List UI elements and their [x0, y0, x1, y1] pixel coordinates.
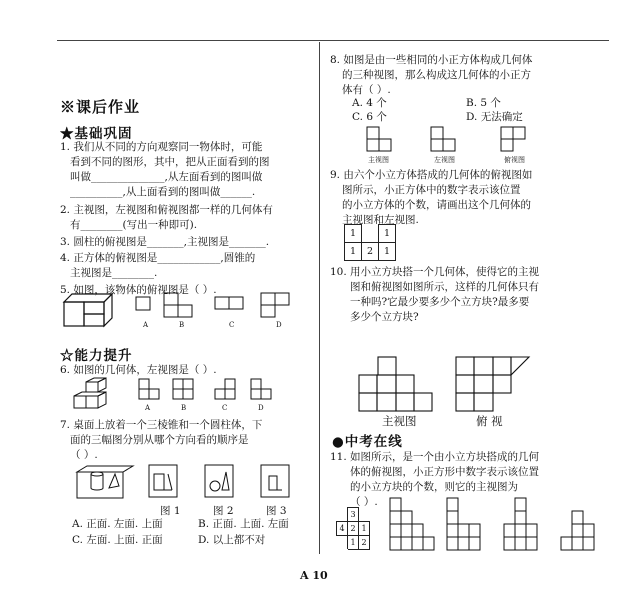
q11-line4: （ ）. — [350, 496, 378, 508]
q11-cell — [337, 536, 348, 550]
q1-line3: 叫做______________,从左面看到的图叫做 — [70, 171, 263, 183]
q7-fig1-label: 图 1 — [160, 505, 181, 517]
q11-cell: 1 — [359, 522, 370, 536]
q6-label-b: B — [181, 404, 187, 412]
q5-option-d — [260, 292, 296, 320]
basic-title: ★基础巩固 — [60, 126, 133, 142]
q8-front-view — [366, 126, 400, 156]
q5-label-a: A — [143, 321, 149, 329]
q9-cell: 1 — [345, 243, 362, 261]
q11-cell: 2 — [359, 536, 370, 550]
q10-top-view — [455, 356, 535, 414]
q8-option-a: A. 4 个 — [352, 97, 387, 109]
q11-option-a — [389, 497, 439, 553]
q9-cell: 1 — [345, 225, 362, 243]
q9-cell: 2 — [362, 243, 379, 261]
q7-option-b: B. 正面. 上面. 左面 — [198, 518, 289, 530]
q11-cell — [337, 508, 348, 522]
q6-option-a — [138, 378, 162, 402]
q5-label-d: D — [276, 321, 282, 329]
column-divider — [319, 42, 320, 554]
q8-left-view — [430, 126, 464, 156]
q11-top-view-grid — [336, 507, 370, 550]
q11-cell: 3 — [348, 508, 359, 522]
q7-table-figure — [75, 464, 135, 500]
q9-top-view-grid — [344, 224, 396, 261]
exam-title: ●中考在线 — [332, 434, 403, 450]
q10-front-label: 主视图 — [382, 414, 417, 428]
q11-line3: 的小立方块的个数，则它的主视图为 — [350, 481, 518, 493]
q7-line3: （ ）. — [70, 449, 98, 461]
q7-option-a: A. 正面. 左面. 上面 — [72, 518, 163, 530]
q7-fig3 — [260, 464, 292, 500]
q10-line2: 图和俯视图如图所示，这样的几何体只有 — [350, 281, 539, 293]
ability-title: ☆能力提升 — [60, 348, 133, 364]
q9-line1: 9. 由六个小立方体搭成的几何体的俯视图如 — [330, 169, 533, 181]
q7-fig2-label: 图 2 — [213, 505, 234, 517]
q1-line2: 看到不同的图形，其中，把从正面看到的图 — [70, 156, 270, 168]
q6-label-d: D — [258, 404, 264, 412]
q7-line2: 面的三幅图分别从哪个方向看的顺序是 — [70, 434, 249, 446]
q11-cell: 4 — [337, 522, 348, 536]
q9-cell: 1 — [379, 243, 396, 261]
q1-line4: __________,从上面看到的图叫做______. — [70, 186, 256, 198]
q7-line1: 7. 桌面上放着一个三棱锥和一个圆柱体，下 — [60, 419, 263, 431]
q10-top-label: 俯 视 — [476, 414, 503, 428]
q5-label-c: C — [229, 321, 235, 329]
q10-line3: 一种吗?它最少要多少个立方块?最多要 — [350, 296, 530, 308]
q8-line3: 体有（ ）. — [342, 84, 391, 96]
q9-line4: 主视图和左视图. — [342, 214, 419, 226]
q11-option-b — [446, 497, 496, 553]
q2-line1: 2. 主视图，左视图和俯视图都一样的几何体有 — [60, 204, 273, 216]
q6: 6. 如图的几何体，左视图是（ ）. — [60, 364, 217, 376]
q11-cell — [359, 508, 370, 522]
q10-front-view — [358, 356, 438, 414]
q6-option-d — [250, 378, 274, 402]
q6-option-c — [214, 378, 238, 402]
q11-option-c — [503, 497, 553, 553]
q6-option-b — [172, 378, 196, 402]
q10-line4: 多少个立方块? — [350, 311, 419, 323]
top-rule — [57, 40, 609, 41]
q8-top-view — [500, 126, 534, 156]
q11-option-d — [560, 497, 610, 553]
q4-line2: 主视图是________. — [70, 267, 158, 279]
q11-line1: 11. 如图所示，是一个由小立方块搭成的几何 — [330, 451, 540, 463]
q8-option-d: D. 无法确定 — [466, 111, 523, 123]
q8-option-c: C. 6 个 — [352, 111, 387, 123]
q5-solid-figure — [62, 292, 122, 328]
q8-line2: 的三种视图，那么构成这几何体的小正方 — [342, 69, 531, 81]
q4-line1: 4. 正方体的俯视图是____________,圆锥的 — [60, 252, 256, 264]
q7-option-c: C. 左面. 上面. 正面 — [72, 534, 163, 546]
q8-top-label: 俯视图 — [504, 156, 525, 164]
page-number: A 10 — [300, 569, 328, 582]
q8-line1: 8. 如图是由一些相同的小正方体构成几何体 — [330, 54, 533, 66]
q9-line3: 的小立方体的个数，请画出这个几何体的 — [342, 199, 531, 211]
q8-front-label: 主视图 — [368, 156, 389, 164]
q3: 3. 圆柱的俯视图是_______,主视图是_______. — [60, 236, 270, 248]
q9-line2: 图所示，小正方体中的数字表示该位置 — [342, 184, 521, 196]
q7-fig2 — [204, 464, 236, 500]
q5-option-b — [163, 292, 199, 320]
q8-option-b: B. 5 个 — [466, 97, 501, 109]
q8-left-label: 左视图 — [434, 156, 455, 164]
q6-solid-figure — [72, 378, 122, 416]
q11-cell: 2 — [348, 522, 359, 536]
q10-line1: 10. 用小立方块搭一个几何体，使得它的主视 — [330, 266, 540, 278]
section-title: ※课后作业 — [60, 98, 141, 116]
q5: 5. 如图，该物体的俯视图是（ ）. — [60, 284, 217, 296]
q11-cell: 1 — [348, 536, 359, 550]
q9-cell: 1 — [379, 225, 396, 243]
q7-fig1 — [148, 464, 180, 500]
q1-line1: 1. 我们从不同的方向观察同一物体时，可能 — [60, 141, 263, 153]
q5-label-b: B — [179, 321, 185, 329]
q9-cell — [362, 225, 379, 243]
q6-label-c: C — [222, 404, 228, 412]
q6-label-a: A — [145, 404, 151, 412]
q11-line2: 体的俯视图，小正方形中数字表示该位置 — [350, 466, 539, 478]
q7-option-d: D. 以上都不对 — [198, 534, 266, 546]
q5-option-c — [214, 296, 250, 312]
q5-option-a — [135, 296, 155, 312]
q2-line2: 有________(写出一种即可). — [70, 219, 198, 231]
q7-fig3-label: 图 3 — [266, 505, 287, 517]
